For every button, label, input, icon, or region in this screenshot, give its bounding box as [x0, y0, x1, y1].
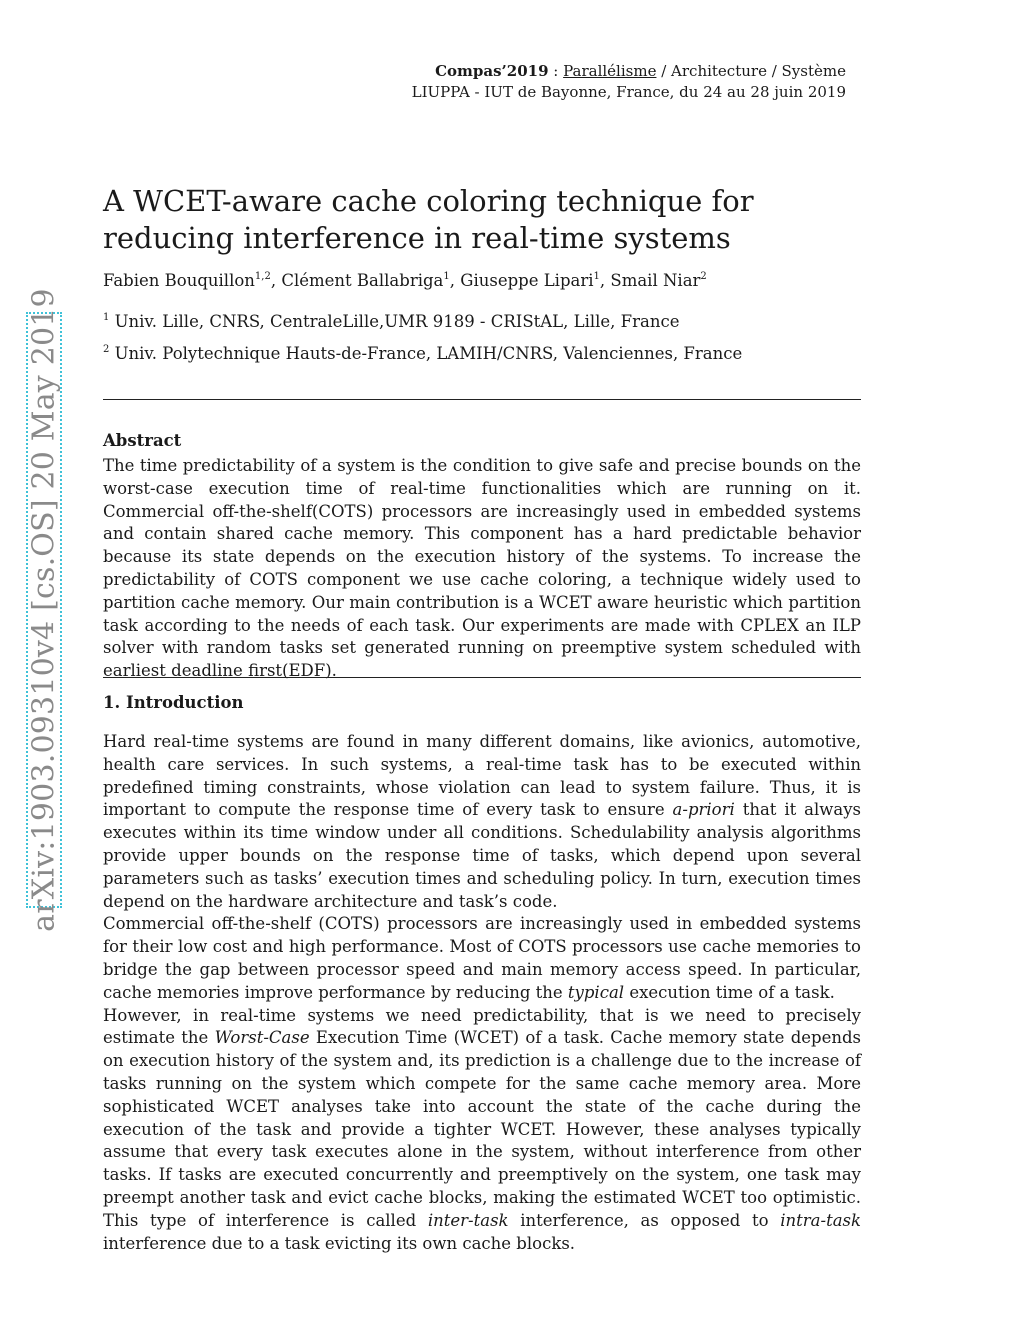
- conference-venue: LIUPPA - IUT de Bayonne, France, du 24 au 28 juin 2019: [411, 83, 846, 101]
- affiliation: [103, 344, 742, 363]
- author-name: Giuseppe Lipari: [460, 271, 594, 290]
- author-affiliation-mark: 1: [593, 271, 600, 282]
- author-list: Fabien Bouquillon$^{1,2}$, Clément Ballabriga$^1$, Giuseppe Lipari$^1$, Smail Niar$^2$: [103, 271, 707, 290]
- abstract-body: [103, 455, 861, 683]
- author-affiliation-mark: 1: [443, 271, 450, 282]
- emphasis: intra-task: [780, 1210, 862, 1230]
- top-rule: [103, 399, 861, 400]
- conference-track-active: Parallélisme: [563, 62, 657, 80]
- affiliation-number: 2: [103, 344, 110, 355]
- affiliation-number: 1: [103, 312, 110, 323]
- text-run: Commercial off-the-shelf (COTS) processors are increasingly used in embedded systems for their low cost and high performance. Most of COTS processors use cache memories to bridge the gap between processor speed and main memory access speed. In particular, cache memories improve performance by reducing the: [103, 914, 861, 1002]
- paragraph: [103, 913, 861, 1004]
- affiliation: [103, 312, 679, 331]
- affiliation-text: Univ. Polytechnique Hauts-de-France, LAMIH/CNRS, Valenciennes, France: [114, 344, 743, 363]
- text-run: Execution Time (WCET) of a task. Cache memory state depends on execution history of the system and, its prediction is a challenge due to the increase of tasks running on the system which compete for the same cache memory area. More sophisticated WCET analyses take into account the state of the cache during the execution of the task and provide a tighter WCET. However, these analyses typically assume that every task executes alone in the system, without interference from other tasks. If tasks are executed concurrently and preemptively on the system, one task may preempt another task and evict cache blocks, making the estimated WCET too optimistic. This type of interference is called: [103, 1028, 862, 1230]
- author-affiliation-mark: 2: [700, 271, 707, 282]
- arxiv-stamp: [26, 288, 62, 932]
- paragraph: [103, 1005, 861, 1256]
- text-run: execution time of a task.: [624, 982, 835, 1002]
- emphasis: a-priori: [672, 800, 735, 820]
- emphasis: inter-task: [427, 1210, 509, 1230]
- text-run: Hard real-time systems are found in many different domains, like avionics, automotive, health care services. In such systems, a real-time task has to be executed within predefined timing constraints, whose violation can lead to system failure. Thus, it is important to compute the response time of every task to ensure: [103, 732, 861, 820]
- author-name: Fabien Bouquillon: [103, 271, 255, 290]
- conference-line: [412, 61, 846, 82]
- conference-separator: :: [548, 62, 564, 80]
- emphasis: typical: [567, 982, 625, 1002]
- arxiv-stamp-text: arXiv:1903.09310v4 [cs.OS] 20 May 2019: [26, 288, 62, 932]
- abstract-heading: Abstract: [103, 431, 182, 450]
- author-name: Smail Niar: [610, 271, 701, 290]
- introduction-body: [103, 731, 861, 1255]
- author-affiliation-mark: 1,2: [254, 271, 271, 282]
- conference-header: [412, 61, 846, 103]
- affiliation-text: Univ. Lille, CNRS, CentraleLille,UMR 9189 - CRIStAL, Lille, France: [114, 312, 680, 331]
- paper-title: A WCET-aware cache coloring technique for reducing interference in real-time systems: [103, 184, 754, 255]
- abstract-text: The time predictability of a system is the condition to give safe and precise bounds on the worst-case execution time of real-time functionalities which are running on it. Commercial off-the-shelf(COTS) processors are increasingly used in embedded systems and contain shared cache memory. This component has a hard predictable behavior because its state depends on the execution history of the systems. To increase the predictability of COTS component we use cache coloring, a technique widely used to partition cache memory. Our main contribution is a WCET aware heuristic which partition task according to the needs of each task. Our experiments are made with CPLEX an ILP solver with random tasks set generated running on preemptive system scheduled with earliest deadline first(EDF).: [103, 456, 861, 681]
- text-run: interference, as opposed to: [508, 1210, 781, 1230]
- text-run: However, in real-time systems we need predictability, that is we need to precisely estimate the: [103, 1005, 861, 1048]
- text-run: interference due to a task evicting its own cache blocks.: [103, 1233, 576, 1253]
- text-run: that it always executes within its time window under all conditions. Schedulability analysis algorithms provide upper bounds on the response time of tasks, which depend upon several parameters such as tasks’ execution times and scheduling policy. In turn, execution times depend on the hardware architecture and task’s code.: [103, 800, 861, 911]
- emphasis: Worst-Case: [214, 1028, 310, 1048]
- author-name: Clément Ballabriga: [281, 271, 444, 290]
- section-heading-introduction: 1. Introduction: [103, 693, 244, 712]
- conference-track-rest: / Architecture / Système: [656, 62, 846, 80]
- paragraph: [103, 731, 861, 913]
- conference-name: Compas’2019: [435, 62, 549, 80]
- abstract-bottom-rule: [103, 677, 861, 678]
